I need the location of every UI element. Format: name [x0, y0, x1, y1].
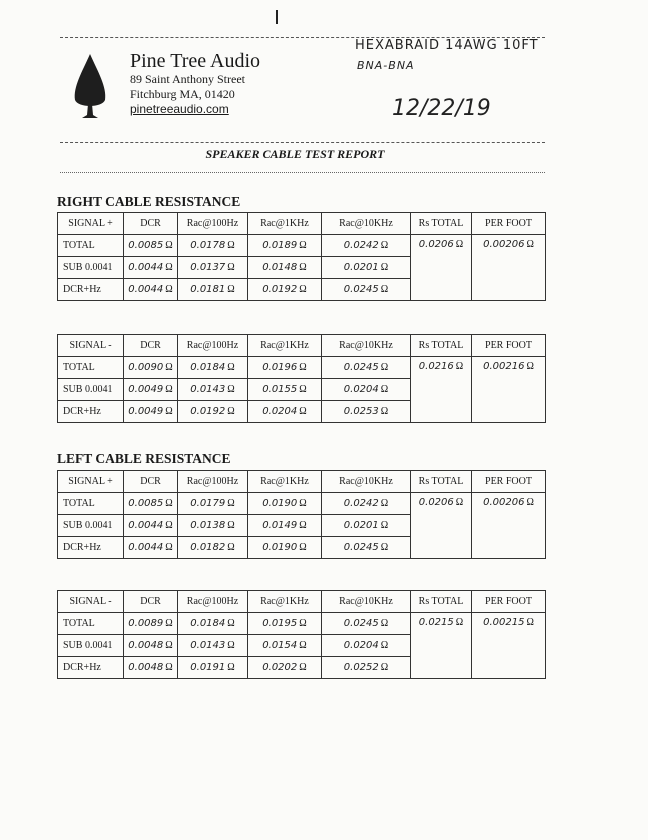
- ohm-unit: Ω: [227, 240, 235, 251]
- handwritten-value: 0.0195: [262, 618, 298, 629]
- value-cell: [248, 357, 322, 379]
- column-header: Rac@100Hz: [178, 471, 248, 493]
- column-header: Rs TOTAL: [411, 471, 472, 493]
- value-cell: [124, 635, 178, 657]
- handwritten-value: 0.0154: [262, 640, 298, 651]
- value-cell: [248, 537, 322, 559]
- ohm-unit: Ω: [299, 498, 307, 509]
- row-label: SUB 0.0041: [58, 379, 124, 401]
- ohm-unit: Ω: [227, 640, 235, 651]
- resistance-table: [57, 590, 546, 679]
- ohm-unit: Ω: [299, 262, 307, 273]
- ohm-unit: Ω: [380, 640, 389, 651]
- ohm-unit: Ω: [227, 262, 235, 273]
- column-header: Rac@10KHz: [322, 213, 411, 235]
- header-row: [58, 213, 546, 235]
- handwritten-value: 0.0182: [190, 542, 226, 553]
- column-header: PER FOOT: [472, 335, 546, 357]
- ohm-unit: Ω: [299, 406, 307, 417]
- ohm-unit: Ω: [299, 618, 307, 629]
- ohm-unit: Ω: [227, 384, 235, 395]
- handwritten-value: 0.0048: [128, 662, 164, 673]
- value-cell: [124, 357, 178, 379]
- ohm-unit: Ω: [299, 640, 307, 651]
- ohm-unit: Ω: [455, 497, 464, 508]
- row-label: DCR+Hz: [58, 279, 124, 301]
- value-cell: [248, 279, 322, 301]
- handwritten-value: 0.0204: [343, 384, 379, 395]
- value-cell: [124, 257, 178, 279]
- column-header: Rac@10KHz: [322, 471, 411, 493]
- handwritten-value: 0.0044: [128, 262, 164, 273]
- per-foot-cell: [472, 235, 546, 301]
- column-header: DCR: [124, 471, 178, 493]
- column-header: Rac@10KHz: [322, 335, 411, 357]
- ohm-unit: Ω: [380, 262, 389, 273]
- value-cell: [124, 515, 178, 537]
- row-label: DCR+Hz: [58, 537, 124, 559]
- handwritten-value: 0.0196: [262, 362, 298, 373]
- row-label: TOTAL: [58, 235, 124, 257]
- ohm-unit: Ω: [299, 362, 307, 373]
- title-divider-bottom: [60, 172, 545, 173]
- value-cell: [322, 379, 411, 401]
- handwritten-value: 0.0179: [190, 498, 226, 509]
- handwritten-value: 0.0085: [128, 498, 164, 509]
- handwritten-value: 0.00216: [483, 361, 525, 372]
- value-cell: [248, 613, 322, 635]
- signal-header: SIGNAL -: [58, 591, 124, 613]
- ohm-unit: Ω: [227, 618, 235, 629]
- row-label: SUB 0.0041: [58, 635, 124, 657]
- column-header: Rac@1KHz: [248, 335, 322, 357]
- ohm-unit: Ω: [380, 240, 389, 251]
- ohm-unit: Ω: [299, 284, 307, 295]
- ohm-unit: Ω: [526, 497, 534, 508]
- ohm-unit: Ω: [299, 542, 307, 553]
- handwritten-value: 0.0245: [343, 542, 379, 553]
- value-cell: [124, 279, 178, 301]
- handwritten-value: 0.0192: [190, 406, 226, 417]
- column-header: Rac@1KHz: [248, 471, 322, 493]
- ohm-unit: Ω: [227, 362, 235, 373]
- handwritten-value: 0.0089: [128, 618, 164, 629]
- handwritten-value: 0.0206: [418, 239, 454, 250]
- handwritten-value: 0.0242: [343, 240, 379, 251]
- handwritten-value: 0.0216: [418, 361, 454, 372]
- ohm-unit: Ω: [380, 618, 389, 629]
- column-header: Rac@100Hz: [178, 335, 248, 357]
- handwritten-value: 0.0148: [262, 262, 298, 273]
- handwritten-value: 0.0184: [190, 618, 226, 629]
- handwritten-value: 0.0184: [190, 362, 226, 373]
- value-cell: [124, 493, 178, 515]
- handwritten-value: 0.0191: [190, 662, 226, 673]
- header-row: [58, 591, 546, 613]
- ohm-unit: Ω: [526, 361, 534, 372]
- value-cell: [322, 257, 411, 279]
- ohm-unit: Ω: [299, 384, 307, 395]
- value-cell: [322, 357, 411, 379]
- website-link[interactable]: pinetreeaudio.com: [130, 102, 229, 116]
- row-label: DCR+Hz: [58, 657, 124, 679]
- address-line-1: 89 Saint Anthony Street: [130, 72, 245, 86]
- column-header: Rs TOTAL: [411, 213, 472, 235]
- value-cell: [322, 537, 411, 559]
- row-label: TOTAL: [58, 357, 124, 379]
- ohm-unit: Ω: [165, 362, 173, 373]
- per-foot-cell: [472, 493, 546, 559]
- handwritten-value: 0.0189: [262, 240, 298, 251]
- value-cell: [178, 515, 248, 537]
- signal-header: SIGNAL +: [58, 471, 124, 493]
- value-cell: [178, 401, 248, 423]
- value-cell: [248, 657, 322, 679]
- value-cell: [322, 613, 411, 635]
- ohm-unit: Ω: [299, 520, 307, 531]
- ohm-unit: Ω: [165, 542, 173, 553]
- handwritten-value: 0.0215: [418, 617, 454, 628]
- column-header: Rac@1KHz: [248, 213, 322, 235]
- value-cell: [322, 235, 411, 257]
- ohm-unit: Ω: [165, 384, 173, 395]
- handwritten-value: 0.0252: [343, 662, 379, 673]
- handwritten-value: 0.00206: [483, 497, 525, 508]
- column-header: PER FOOT: [472, 471, 546, 493]
- handwritten-value: 0.0048: [128, 640, 164, 651]
- header-row: [58, 471, 546, 493]
- column-header: DCR: [124, 335, 178, 357]
- column-header: DCR: [124, 213, 178, 235]
- handwritten-value: 0.0204: [262, 406, 298, 417]
- value-cell: [178, 357, 248, 379]
- value-cell: [248, 493, 322, 515]
- handwritten-value: 0.0044: [128, 520, 164, 531]
- value-cell: [178, 657, 248, 679]
- handwritten-value: 0.0090: [128, 362, 164, 373]
- ohm-unit: Ω: [380, 406, 389, 417]
- handwritten-value: 0.0149: [262, 520, 298, 531]
- value-cell: [124, 537, 178, 559]
- ohm-unit: Ω: [227, 520, 235, 531]
- report-title: SPEAKER CABLE TEST REPORT: [205, 147, 385, 161]
- value-cell: [178, 613, 248, 635]
- handwritten-value: 0.0044: [128, 284, 164, 295]
- page-mark: [276, 10, 278, 24]
- ohm-unit: Ω: [526, 239, 534, 250]
- handwritten-value: 0.0049: [128, 384, 164, 395]
- value-cell: [178, 257, 248, 279]
- handwritten-value: 0.0137: [190, 262, 226, 273]
- handwritten-value: 0.0245: [343, 362, 379, 373]
- rs-total-cell: [411, 235, 472, 301]
- value-cell: [248, 235, 322, 257]
- value-cell: [322, 279, 411, 301]
- handwritten-value: 0.0206: [418, 497, 454, 508]
- value-cell: [322, 657, 411, 679]
- value-cell: [178, 493, 248, 515]
- ohm-unit: Ω: [165, 520, 173, 531]
- value-cell: [178, 235, 248, 257]
- row-label: SUB 0.0041: [58, 257, 124, 279]
- column-header: PER FOOT: [472, 213, 546, 235]
- value-cell: [124, 401, 178, 423]
- resistance-table: [57, 212, 546, 301]
- address-line-2: Fitchburg MA, 01420: [130, 87, 235, 101]
- ohm-unit: Ω: [455, 361, 464, 372]
- company-block: [130, 50, 260, 117]
- value-cell: [178, 635, 248, 657]
- handwritten-value: 0.0143: [190, 384, 226, 395]
- column-header: DCR: [124, 591, 178, 613]
- value-cell: [124, 657, 178, 679]
- handwritten-value: 0.0044: [128, 542, 164, 553]
- per-foot-cell: [472, 357, 546, 423]
- section-title: RIGHT CABLE RESISTANCE: [57, 194, 241, 209]
- handwritten-value: 0.0201: [343, 520, 379, 531]
- handwritten-value: 0.0204: [343, 640, 379, 651]
- handwritten-value: 0.0138: [190, 520, 226, 531]
- table-row: [58, 493, 546, 515]
- value-cell: [248, 257, 322, 279]
- value-cell: [124, 235, 178, 257]
- ohm-unit: Ω: [227, 542, 235, 553]
- ohm-unit: Ω: [380, 520, 389, 531]
- table-row: [58, 357, 546, 379]
- handwritten-date: 12/22/19: [392, 96, 491, 121]
- pine-tree-icon: [70, 52, 110, 122]
- ohm-unit: Ω: [165, 498, 173, 509]
- ohm-unit: Ω: [380, 662, 389, 673]
- resistance-table: [57, 334, 546, 423]
- handwritten-value: 0.0245: [343, 618, 379, 629]
- handwritten-value: 0.0049: [128, 406, 164, 417]
- row-label: SUB 0.0041: [58, 515, 124, 537]
- handwritten-value: 0.0181: [190, 284, 226, 295]
- company-name: Pine Tree Audio: [130, 50, 261, 72]
- ohm-unit: Ω: [299, 662, 307, 673]
- value-cell: [248, 515, 322, 537]
- handwritten-cable-spec: HEXABRAID 14AWG 10FT: [355, 38, 539, 53]
- ohm-unit: Ω: [165, 618, 173, 629]
- handwritten-value: 0.00215: [483, 617, 525, 628]
- table-row: [58, 235, 546, 257]
- column-header: Rac@1KHz: [248, 591, 322, 613]
- column-header: Rac@100Hz: [178, 591, 248, 613]
- handwritten-value: 0.0085: [128, 240, 164, 251]
- handwritten-value: 0.0143: [190, 640, 226, 651]
- header-row: [58, 335, 546, 357]
- ohm-unit: Ω: [165, 662, 173, 673]
- table-row: [58, 613, 546, 635]
- value-cell: [248, 401, 322, 423]
- value-cell: [322, 515, 411, 537]
- ohm-unit: Ω: [380, 498, 389, 509]
- ohm-unit: Ω: [455, 617, 464, 628]
- column-header: Rac@100Hz: [178, 213, 248, 235]
- column-header: Rs TOTAL: [411, 335, 472, 357]
- handwritten-value: 0.0253: [343, 406, 379, 417]
- ohm-unit: Ω: [380, 362, 389, 373]
- rs-total-cell: [411, 613, 472, 679]
- column-header: PER FOOT: [472, 591, 546, 613]
- handwritten-value: 0.0190: [262, 542, 298, 553]
- ohm-unit: Ω: [165, 406, 173, 417]
- per-foot-cell: [472, 613, 546, 679]
- ohm-unit: Ω: [526, 617, 534, 628]
- value-cell: [178, 279, 248, 301]
- handwritten-value: 0.0190: [262, 498, 298, 509]
- handwritten-value: 0.0202: [262, 662, 298, 673]
- ohm-unit: Ω: [380, 284, 389, 295]
- resistance-table: [57, 470, 546, 559]
- value-cell: [322, 635, 411, 657]
- value-cell: [248, 379, 322, 401]
- row-label: TOTAL: [58, 493, 124, 515]
- rs-total-cell: [411, 493, 472, 559]
- ohm-unit: Ω: [227, 498, 235, 509]
- value-cell: [124, 613, 178, 635]
- handwritten-value: 0.0242: [343, 498, 379, 509]
- ohm-unit: Ω: [227, 406, 235, 417]
- ohm-unit: Ω: [380, 384, 389, 395]
- section-title: LEFT CABLE RESISTANCE: [57, 451, 231, 466]
- ohm-unit: Ω: [165, 262, 173, 273]
- value-cell: [248, 635, 322, 657]
- handwritten-value: 0.0178: [190, 240, 226, 251]
- handwritten-value: 0.00206: [483, 239, 525, 250]
- value-cell: [124, 379, 178, 401]
- row-label: DCR+Hz: [58, 401, 124, 423]
- handwritten-value: 0.0201: [343, 262, 379, 273]
- value-cell: [322, 493, 411, 515]
- handwritten-value: 0.0155: [262, 384, 298, 395]
- handwritten-value: 0.0192: [262, 284, 298, 295]
- column-header: Rs TOTAL: [411, 591, 472, 613]
- signal-header: SIGNAL -: [58, 335, 124, 357]
- ohm-unit: Ω: [380, 542, 389, 553]
- value-cell: [322, 401, 411, 423]
- ohm-unit: Ω: [299, 240, 307, 251]
- handwritten-connectors: BNA-BNA: [357, 59, 415, 72]
- title-divider-top: [60, 142, 545, 143]
- ohm-unit: Ω: [455, 239, 464, 250]
- value-cell: [178, 537, 248, 559]
- row-label: TOTAL: [58, 613, 124, 635]
- ohm-unit: Ω: [165, 284, 173, 295]
- ohm-unit: Ω: [227, 662, 235, 673]
- rs-total-cell: [411, 357, 472, 423]
- column-header: Rac@10KHz: [322, 591, 411, 613]
- ohm-unit: Ω: [165, 240, 173, 251]
- value-cell: [178, 379, 248, 401]
- signal-header: SIGNAL +: [58, 213, 124, 235]
- ohm-unit: Ω: [165, 640, 173, 651]
- handwritten-value: 0.0245: [343, 284, 379, 295]
- ohm-unit: Ω: [227, 284, 235, 295]
